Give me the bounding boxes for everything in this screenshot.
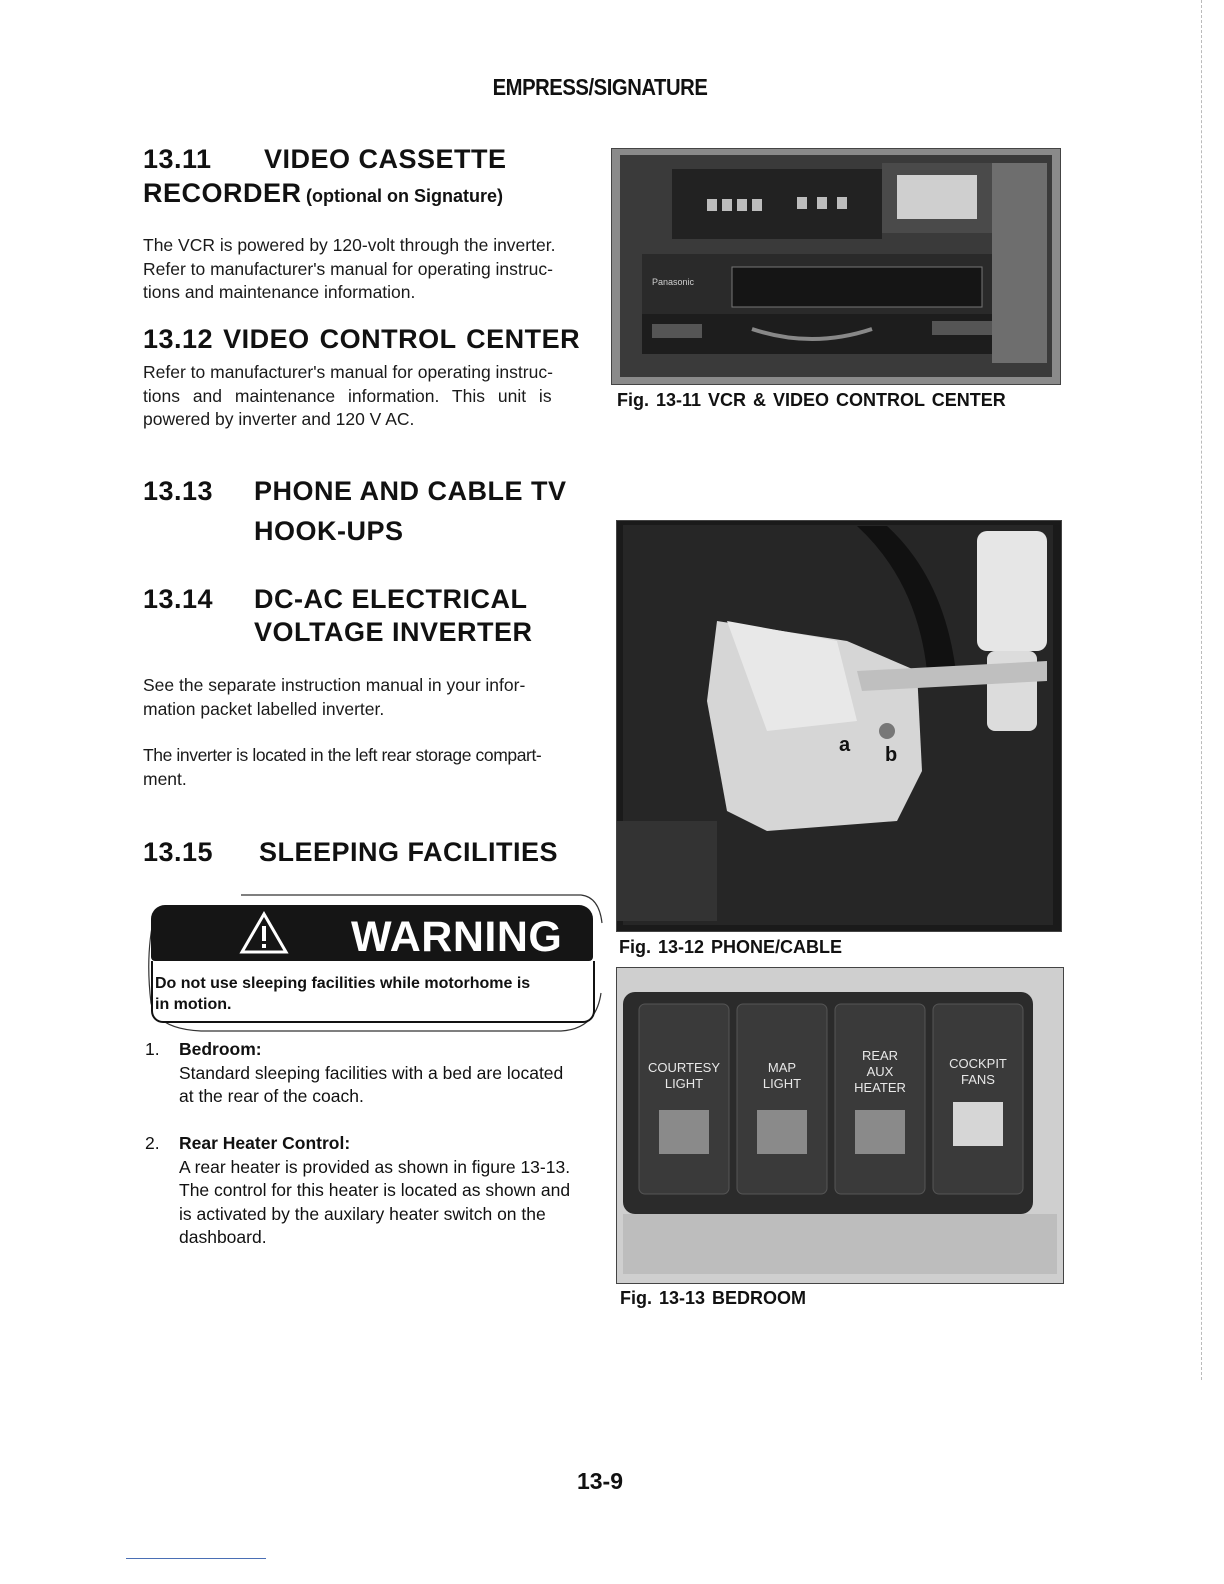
- section-13-12-body: [143, 361, 588, 432]
- switch-3-label-line2: AUX: [866, 1064, 894, 1079]
- item-2-title: Rear Heater Control:: [179, 1133, 351, 1153]
- text-line: The inverter is located in the left rear storage compart-: [143, 745, 542, 765]
- text-line: The VCR is powered by 120-volt through the inverter.: [143, 235, 556, 255]
- switch-1-label-line2: LIGHT: [664, 1076, 704, 1091]
- switch-2-label-line2: LIGHT: [762, 1076, 802, 1091]
- section-13-15-number: 13.15: [143, 837, 214, 867]
- warning-callout: [141, 893, 603, 1033]
- warning-banner: [151, 905, 593, 961]
- text-line: mation packet labelled inverter.: [143, 698, 385, 719]
- figure-13-12-caption: Fig. 13-12 PHONE/CABLE: [619, 937, 843, 957]
- text-line: See the separate instruction manual in your infor-: [143, 675, 526, 695]
- warning-triangle-icon: [239, 911, 289, 955]
- text-line: Do not use sleeping facilities while motorhome is: [155, 975, 531, 992]
- section-13-14-paragraph-1: [143, 674, 588, 721]
- section-13-14-paragraph-2: [143, 744, 593, 791]
- figure-13-12-photo: [616, 520, 1062, 932]
- text-line: Refer to manufacturer's manual for operating instruc-: [143, 362, 553, 382]
- section-13-14-number: 13.14: [143, 584, 214, 614]
- section-13-11-title-word: RECORDER: [143, 178, 302, 208]
- text-line: in motion.: [155, 996, 232, 1013]
- figure-13-13-photo: [616, 967, 1064, 1284]
- label-a: a: [839, 734, 851, 756]
- figure-13-11-caption: Fig. 13-11 VCR & VIDEO CONTROL CENTER: [617, 390, 1006, 410]
- section-13-11-body: [143, 234, 588, 305]
- text-line: powered by inverter and 120 V AC.: [143, 409, 415, 429]
- section-13-14-title-line2: VOLTAGE INVERTER: [254, 617, 533, 647]
- item-1-number: 1.: [145, 1039, 160, 1059]
- switch-2-label-line1: MAP: [767, 1060, 797, 1075]
- text-line: tions and maintenance information.: [143, 282, 416, 302]
- phone-cable-photo-image: [617, 521, 1061, 931]
- text-line: A rear heater is provided as shown in figure 13-13.: [179, 1156, 571, 1177]
- section-13-14-title-line1: DC-AC ELECTRICAL: [254, 584, 528, 614]
- vcr-brand-label: Panasonic: [652, 277, 695, 287]
- warning-title: WARNING: [351, 913, 563, 961]
- label-b: b: [885, 744, 898, 766]
- section-13-13-number: 13.13: [143, 476, 214, 506]
- switch-1: [639, 1004, 729, 1194]
- section-13-13-title-line2: HOOK-UPS: [254, 516, 404, 546]
- switch-4-label-line2: FANS: [961, 1072, 995, 1087]
- text-line: The control for this heater is located as shown and: [179, 1180, 571, 1200]
- switch-1-label-line1: COURTESY: [648, 1060, 720, 1075]
- switch-2: [737, 1004, 827, 1194]
- switch-panel-photo-image: [617, 968, 1063, 1283]
- vcr-photo-image: [612, 149, 1060, 384]
- item-2-number: 2.: [145, 1133, 160, 1153]
- text-line: Standard sleeping facilities with a bed are located: [179, 1062, 564, 1083]
- section-13-11-note: (optional on Signature): [305, 186, 503, 206]
- section-13-13-title-line1: PHONE AND CABLE TV: [254, 476, 567, 506]
- section-13-11-title-line1: VIDEO CASSETTE: [264, 144, 507, 174]
- warning-message: [155, 973, 575, 1015]
- page-header: EMPRESS/SIGNATURE: [492, 74, 708, 100]
- figure-13-13-caption: Fig. 13-13 BEDROOM: [620, 1288, 807, 1308]
- text-line: at the rear of the coach.: [179, 1086, 364, 1106]
- section-13-12-heading: 13.12 VIDEO CONTROL CENTER: [143, 324, 581, 354]
- switch-3-label-line1: REAR: [861, 1048, 899, 1063]
- text-line: tions and maintenance information. This unit is: [143, 385, 552, 406]
- item-1-title: Bedroom:: [179, 1039, 262, 1059]
- page-number: 13-9: [576, 1468, 624, 1494]
- switch-4: [933, 1004, 1023, 1194]
- section-13-11-title-line2: [143, 178, 503, 209]
- switch-4-label-line1: COCKPIT: [949, 1056, 1007, 1071]
- footer-rule: [126, 1558, 266, 1559]
- text-line: Refer to manufacturer's manual for operating instruc-: [143, 258, 553, 279]
- item-2: [179, 1132, 594, 1250]
- section-13-11-number: 13.11: [143, 144, 212, 174]
- figure-13-11-photo: [611, 148, 1061, 385]
- switch-3: [835, 1004, 925, 1194]
- text-line: is activated by the auxilary heater switch on the: [179, 1203, 546, 1224]
- text-line: ment.: [143, 768, 187, 789]
- section-13-15-title: SLEEPING FACILITIES: [259, 837, 559, 867]
- right-margin-rule: [1201, 0, 1202, 1380]
- item-1: [179, 1038, 594, 1109]
- switch-3-label-line3: HEATER: [854, 1080, 906, 1095]
- text-line: dashboard.: [179, 1227, 267, 1247]
